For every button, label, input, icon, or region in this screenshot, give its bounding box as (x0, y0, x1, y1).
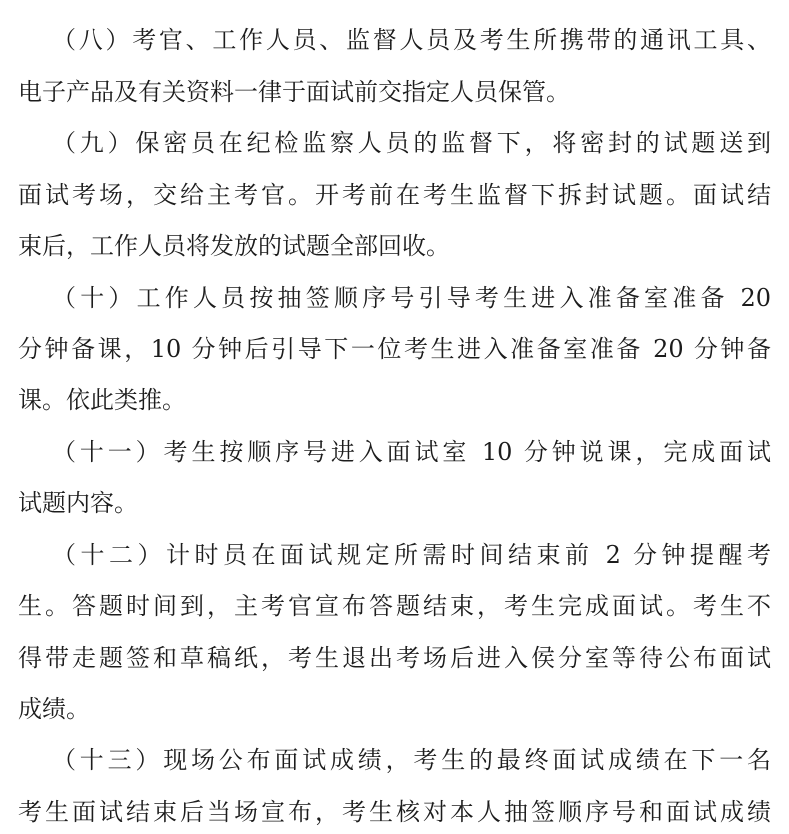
paragraph-10-line-1: （十）工作人员按抽签顺序号引导考生进入准备室准备 20 (52, 284, 771, 312)
paragraph-13-line-2: 考生面试结束后当场宣布，考生核对本人抽签顺序号和面试成绩 (18, 798, 771, 826)
paragraph-12-line-3: 得带走题签和草稿纸，考生退出考场后进入侯分室等待公布面试 (18, 644, 771, 672)
paragraph-8-line-2: 电子产品及有关资料一律于面试前交指定人员保管。 (18, 78, 570, 106)
paragraph-10-line-3: 课。依此类推。 (18, 386, 186, 414)
paragraph-10-line-2: 分钟备课，10 分钟后引导下一位考生进入准备室准备 20 分钟备 (18, 335, 771, 363)
paragraph-9-line-2: 面试考场，交给主考官。开考前在考生监督下拆封试题。面试结 (18, 181, 771, 209)
paragraph-12-line-2: 生。答题时间到，主考官宣布答题结束，考生完成面试。考生不 (18, 592, 771, 620)
paragraph-12-line-4: 成绩。 (18, 695, 90, 723)
paragraph-8-line-1: （八）考官、工作人员、监督人员及考生所携带的通讯工具、 (52, 26, 771, 54)
paragraph-11-line-2: 试题内容。 (18, 489, 138, 517)
paragraph-12-line-1: （十二）计时员在面试规定所需时间结束前 2 分钟提醒考 (52, 541, 771, 569)
paragraph-9-line-1: （九）保密员在纪检监察人员的监督下，将密封的试题送到 (52, 129, 771, 157)
paragraph-9-line-3: 束后，工作人员将发放的试题全部回收。 (18, 232, 450, 260)
paragraph-13-line-1: （十三）现场公布面试成绩，考生的最终面试成绩在下一名 (52, 746, 771, 774)
paragraph-11-line-1: （十一）考生按顺序号进入面试室 10 分钟说课，完成面试 (52, 438, 771, 466)
